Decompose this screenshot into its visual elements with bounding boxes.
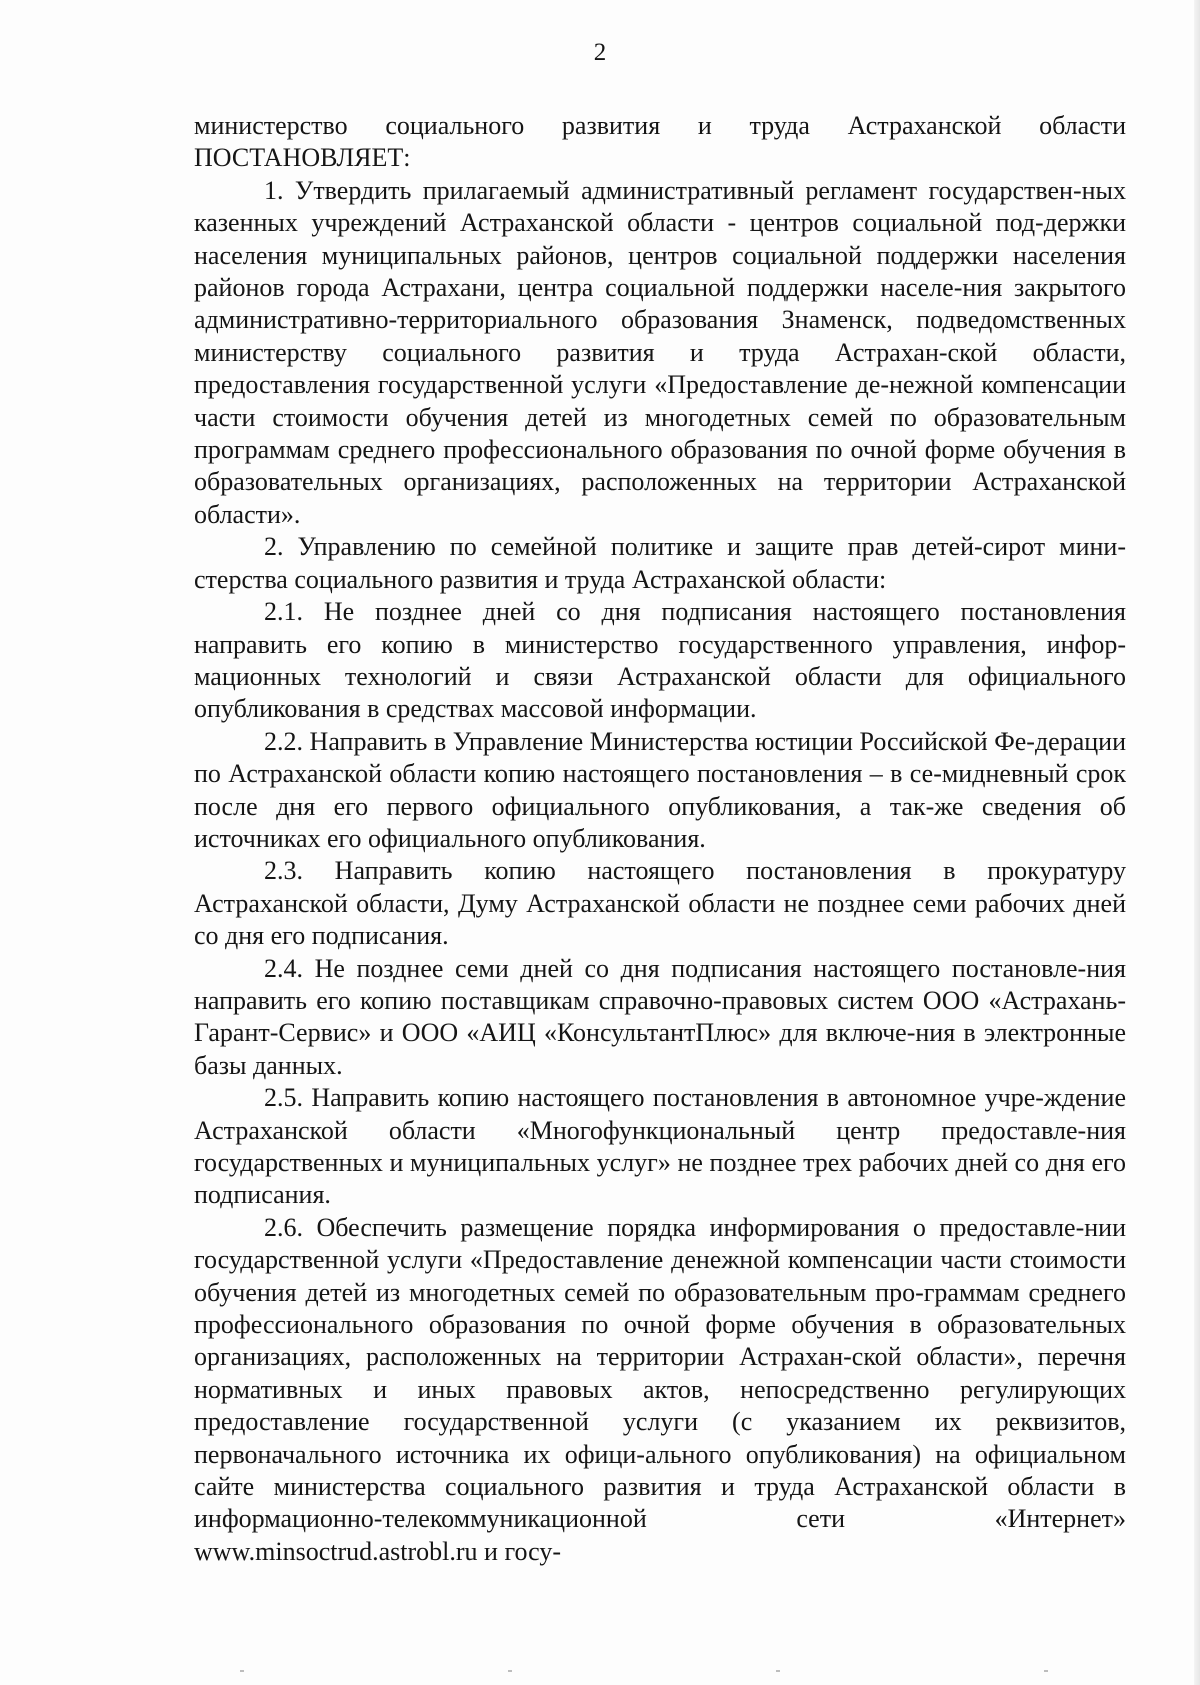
paragraph-item-2: 2. Управлению по семейной политике и защите прав детей-сирот мини-стерства социального развития и труда Астраханской области:: [194, 532, 1126, 594]
scan-speck: [240, 1670, 244, 1672]
paragraph-item-2-3: 2.3. Направить копию настоящего постановления в прокуратуру Астраханской области, Думу Астраханской области не позднее семи рабочих дней со дня его подписания.: [194, 856, 1126, 951]
document-body: [194, 110, 1126, 1568]
scan-artifacts: [0, 1670, 1200, 1676]
scan-edge-shadow: [1194, 0, 1200, 1685]
scan-speck: [1044, 1670, 1048, 1672]
paragraph-item-2-4: 2.4. Не позднее семи дней со дня подписания настоящего постановле-ния направить его копию поставщикам справочно-правовых систем ООО «Астрахань-Гарант-Сервис» и ООО «АИЦ «КонсультантПлюс» для включе-ния в электронные базы данных.: [194, 953, 1126, 1080]
paragraph-item-2-1: 2.1. Не позднее дней со дня подписания настоящего постановления направить его копию в министерство государственного управления, инфор-мационных технологий и связи Астраханской области для официального опубликования в средствах массовой информации.: [194, 597, 1126, 724]
paragraph-preamble: министерство социального развития и труда Астраханской области ПОСТАНОВЛЯЕТ:: [194, 111, 1126, 173]
scan-speck: [508, 1670, 512, 1672]
paragraph-item-1: 1. Утвердить прилагаемый административный регламент государствен-ных казенных учреждений Астраханской области - центров социальной под-держки населения муниципальных районов, центров социальной поддержки населения районов города Астрахани, центра социальной поддержки населе-ния закрытого административно-территориального образования Знаменск, подведомственных министерству социального развития и труда Астрахан-ской области, предоставления государственной услуги «Предоставление де-нежной компенсации части стоимости обучения детей из многодетных семей по образовательным программам среднего профессионального образования по очной форме обучения в образовательных организациях, расположенных на территории Астраханской области».: [194, 175, 1126, 529]
paragraph-item-2-2: 2.2. Направить в Управление Министерства юстиции Российской Фе-дерации по Астраханской области копию настоящего постановления – в се-мидневный срок после дня его первого официального опубликования, а так-же сведения об источниках его официального опубликования.: [194, 726, 1126, 853]
scan-speck: [776, 1670, 780, 1672]
page-number: 2: [593, 39, 607, 66]
paragraph-item-2-5: 2.5. Направить копию настоящего постановления в автономное учре-ждение Астраханской области «Многофункциональный центр предоставле-ния государственных и муниципальных услуг» не позднее трех рабочих дней со дня его подписания.: [194, 1083, 1126, 1210]
paragraph-item-2-6: 2.6. Обеспечить размещение порядка информирования о предоставле-нии государственной услуги «Предоставление денежной компенсации части стоимости обучения детей из многодетных семей по образовательным про-граммам среднего профессионального образования по очной форме обучения в образовательных организациях, расположенных на территории Астрахан-ской области», перечня нормативных и иных правовых актов, непосредственно регулирующих предоставление государственной услуги (с указанием их реквизитов, первоначального источника их офици-ального опубликования) на официальном сайте министерства социального развития и труда Астраханской области в информационно-телекоммуникационной сети «Интернет» www.minsoctrud.astrobl.ru и госу-: [194, 1212, 1126, 1566]
